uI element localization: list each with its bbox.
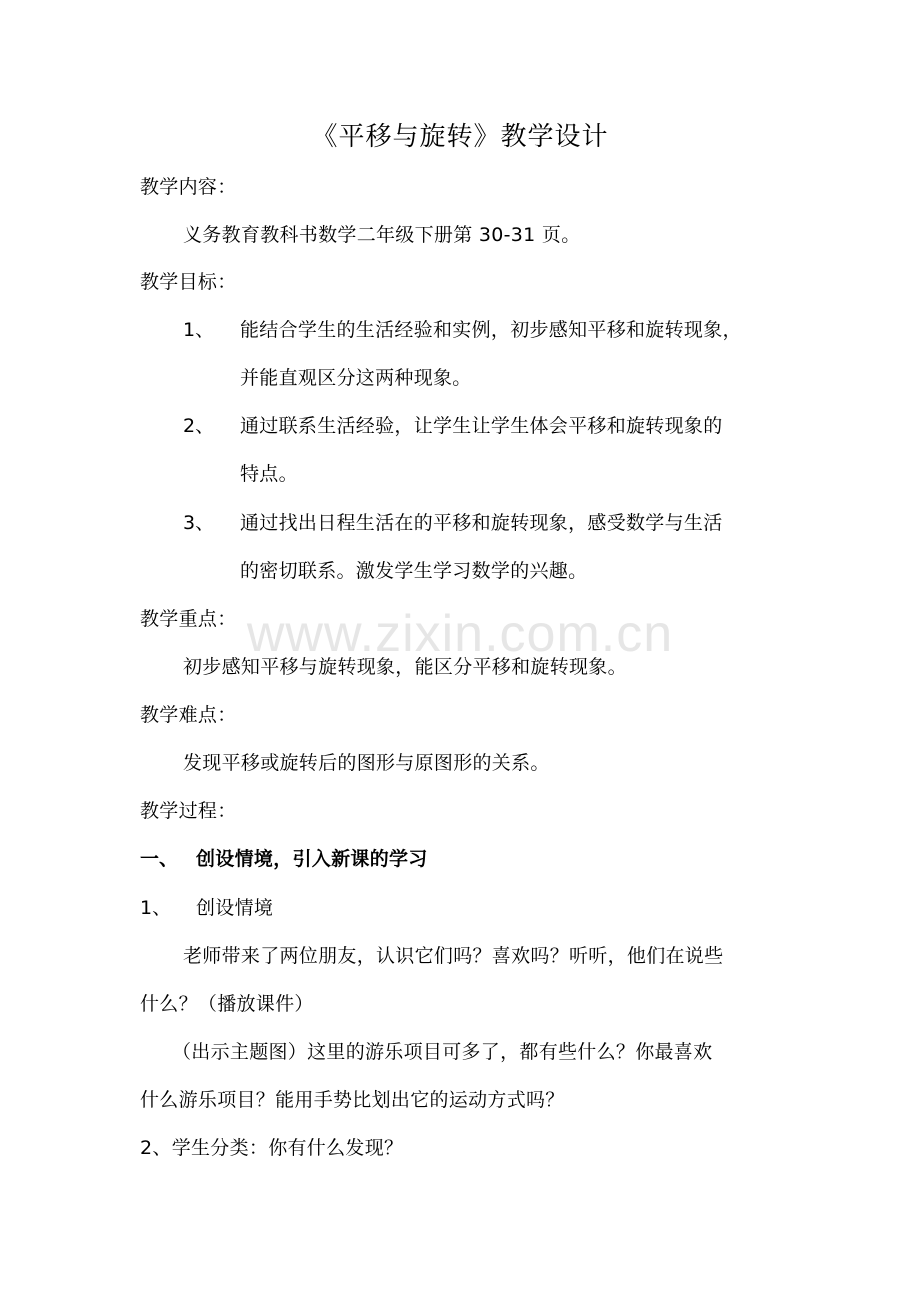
objective-1-line2: 并能直观区分这两种现象。 bbox=[240, 367, 472, 389]
paragraph-2-line1: （出示主题图）这里的游乐项目可多了，都有些什么？你最喜欢 bbox=[172, 1041, 713, 1063]
objective-3-line2: 的密切联系。激发学生学习数学的兴趣。 bbox=[240, 560, 588, 582]
objective-3-line1: 通过找出日程生活在的平移和旋转现象，感受数学与生活 bbox=[240, 512, 723, 534]
paragraph-1-line2: 什么？（播放课件） bbox=[140, 993, 314, 1015]
difficult-text: 发现平移或旋转后的图形与原图形的关系。 bbox=[183, 752, 550, 774]
objective-2-line2: 特点。 bbox=[240, 463, 298, 485]
step-1-title: 创设情境 bbox=[196, 897, 274, 919]
objective-1-line1: 能结合学生的生活经验和实例，初步感知平移和旋转现象， bbox=[240, 319, 742, 341]
objective-2-number: 2、 bbox=[183, 415, 215, 437]
watermark-text: www.zixin.com.cn bbox=[246, 605, 674, 663]
content-text: 义务教育教科书数学二年级下册第 30-31 页。 bbox=[183, 224, 581, 246]
key-text: 初步感知平移与旋转现象，能区分平移和旋转现象。 bbox=[183, 656, 627, 678]
paragraph-2-line2: 什么游乐项目？能用手势比划出它的运动方式吗？ bbox=[140, 1089, 565, 1111]
step-1-number: 1、 bbox=[140, 897, 172, 919]
section-1-title: 创设情境，引入新课的学习 bbox=[196, 848, 428, 870]
content-heading: 教学内容： bbox=[140, 176, 237, 198]
section-1-number: 一、 bbox=[140, 848, 179, 870]
objective-3-number: 3、 bbox=[183, 512, 215, 534]
objective-1-number: 1、 bbox=[183, 319, 215, 341]
document-title: 《平移与旋转》教学设计 bbox=[311, 122, 609, 152]
paragraph-1-line1: 老师带来了两位朋友，认识它们吗？喜欢吗？听听，他们在说些 bbox=[183, 945, 724, 967]
objectives-heading: 教学目标： bbox=[140, 271, 237, 293]
objective-2-line1: 通过联系生活经验，让学生让学生体会平移和旋转现象的 bbox=[240, 415, 723, 437]
step-2-text: 2、学生分类：你有什么发现？ bbox=[140, 1137, 404, 1159]
process-heading: 教学过程： bbox=[140, 800, 237, 822]
difficult-heading: 教学难点： bbox=[140, 704, 237, 726]
key-heading: 教学重点： bbox=[140, 608, 237, 630]
